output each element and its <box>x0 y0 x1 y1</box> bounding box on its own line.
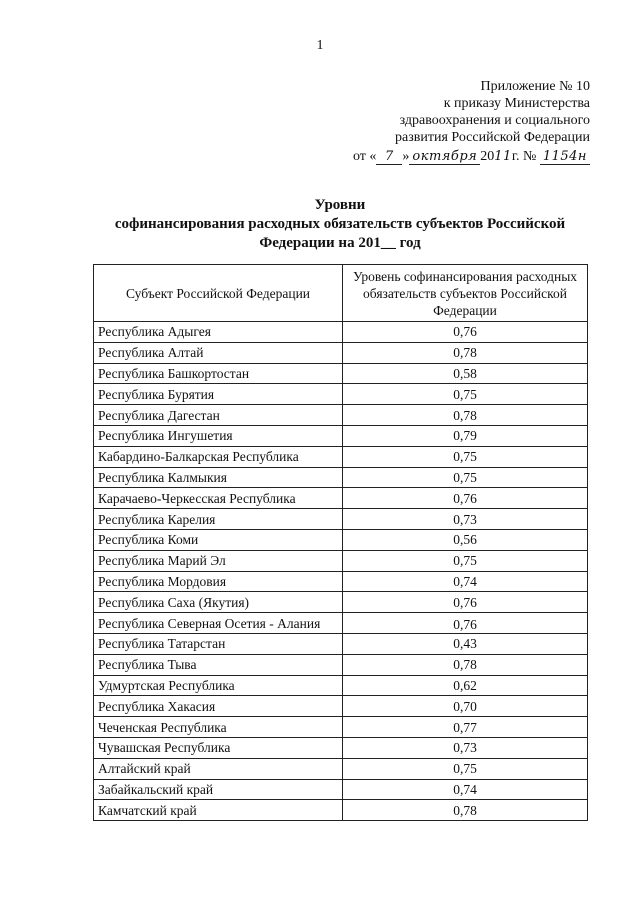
region-name: Алтайский край <box>94 758 343 779</box>
page-number: 1 <box>316 38 324 53</box>
title-line-2: софинансирования расходных обязательств субъектов Российской <box>114 216 566 232</box>
order-mid: » <box>402 149 410 164</box>
cofinancing-level: 0,73 <box>343 509 588 530</box>
cofinancing-level: 0,58 <box>343 363 588 384</box>
table-row <box>94 737 588 758</box>
appendix-header <box>340 78 590 165</box>
cofinancing-level: 0,76 <box>343 488 588 509</box>
table-row <box>94 384 588 405</box>
region-name: Республика Башкортостан <box>94 363 343 384</box>
table-row <box>94 509 588 530</box>
cofinancing-level: 0,74 <box>343 779 588 800</box>
region-name: Чеченская Республика <box>94 717 343 738</box>
table-row <box>94 550 588 571</box>
cofinancing-level: 0,75 <box>343 446 588 467</box>
cofinancing-level: 0,78 <box>343 654 588 675</box>
region-name: Республика Бурятия <box>94 384 343 405</box>
table-row <box>94 758 588 779</box>
table-row <box>94 488 588 509</box>
table-row <box>94 675 588 696</box>
cofinancing-level: 0,76 <box>343 613 588 634</box>
header-level: Уровень софинансирования расходных обязательств субъектов Российской Федерации <box>343 265 588 322</box>
table-row <box>94 717 588 738</box>
region-name: Республика Марий Эл <box>94 550 343 571</box>
region-name: Республика Татарстан <box>94 633 343 654</box>
document-title <box>90 196 590 253</box>
region-name: Чувашская Республика <box>94 737 343 758</box>
region-name: Кабардино-Балкарская Республика <box>94 446 343 467</box>
order-year-tail: г. № <box>511 149 537 164</box>
region-name: Республика Ингушетия <box>94 425 343 446</box>
cofinancing-level: 0,43 <box>343 633 588 654</box>
region-name: Карачаево-Черкесская Республика <box>94 488 343 509</box>
table-row <box>94 633 588 654</box>
region-name: Камчатский край <box>94 800 343 821</box>
order-number-handwritten: 1154н <box>540 150 590 165</box>
cofinancing-level: 0,77 <box>343 717 588 738</box>
region-name: Республика Коми <box>94 529 343 550</box>
region-name: Забайкальский край <box>94 779 343 800</box>
cofinancing-level: 0,56 <box>343 529 588 550</box>
table-row <box>94 342 588 363</box>
table-row <box>94 446 588 467</box>
title-line-3: Федерации на 201__ год <box>259 235 421 251</box>
table-row <box>94 322 588 343</box>
appendix-line-2: к приказу Министерства <box>443 96 590 111</box>
appendix-line-4: развития Российской Федерации <box>394 130 590 145</box>
cofinancing-level: 0,76 <box>343 322 588 343</box>
order-year-handwritten: 11 <box>494 149 512 164</box>
cofinancing-level: 0,74 <box>343 571 588 592</box>
region-name: Республика Калмыкия <box>94 467 343 488</box>
region-name: Республика Алтай <box>94 342 343 363</box>
cofinancing-table <box>93 264 588 821</box>
table-body <box>94 322 588 821</box>
table-row <box>94 467 588 488</box>
region-name: Удмуртская Республика <box>94 675 343 696</box>
cofinancing-level: 0,76 <box>343 592 588 613</box>
table-row <box>94 425 588 446</box>
order-month-handwritten: октября <box>409 150 480 165</box>
cofinancing-level: 0,75 <box>343 467 588 488</box>
cofinancing-level: 0,73 <box>343 737 588 758</box>
header-subject: Субъект Российской Федерации <box>94 265 343 322</box>
order-year-prefix: 20 <box>480 149 495 164</box>
cofinancing-level: 0,75 <box>343 758 588 779</box>
cofinancing-level: 0,70 <box>343 696 588 717</box>
table-row <box>94 592 588 613</box>
cofinancing-level: 0,75 <box>343 384 588 405</box>
region-name: Республика Саха (Якутия) <box>94 592 343 613</box>
order-day-handwritten: 7 <box>376 150 402 165</box>
region-name: Республика Тыва <box>94 654 343 675</box>
table-row <box>94 696 588 717</box>
region-name: Республика Адыгея <box>94 322 343 343</box>
cofinancing-level: 0,78 <box>343 800 588 821</box>
appendix-line-1: Приложение № 10 <box>480 79 590 94</box>
cofinancing-level: 0,78 <box>343 405 588 426</box>
table-row <box>94 405 588 426</box>
cofinancing-level: 0,75 <box>343 550 588 571</box>
table-row <box>94 654 588 675</box>
appendix-line-3: здравоохранения и социального <box>399 113 590 128</box>
table-row <box>94 571 588 592</box>
table-row <box>94 363 588 384</box>
cofinancing-level: 0,78 <box>343 342 588 363</box>
region-name: Республика Дагестан <box>94 405 343 426</box>
region-name: Республика Карелия <box>94 509 343 530</box>
table-row <box>94 529 588 550</box>
region-name: Республика Хакасия <box>94 696 343 717</box>
order-date-line <box>340 148 590 165</box>
cofinancing-level: 0,62 <box>343 675 588 696</box>
table-row <box>94 800 588 821</box>
table-header-row <box>94 265 588 322</box>
region-name: Республика Мордовия <box>94 571 343 592</box>
table-row <box>94 779 588 800</box>
table-row <box>94 613 588 634</box>
cofinancing-level: 0,79 <box>343 425 588 446</box>
title-line-1: Уровни <box>314 197 366 213</box>
region-name: Республика Северная Осетия - Алания <box>94 613 343 634</box>
order-prefix: от « <box>352 149 377 164</box>
